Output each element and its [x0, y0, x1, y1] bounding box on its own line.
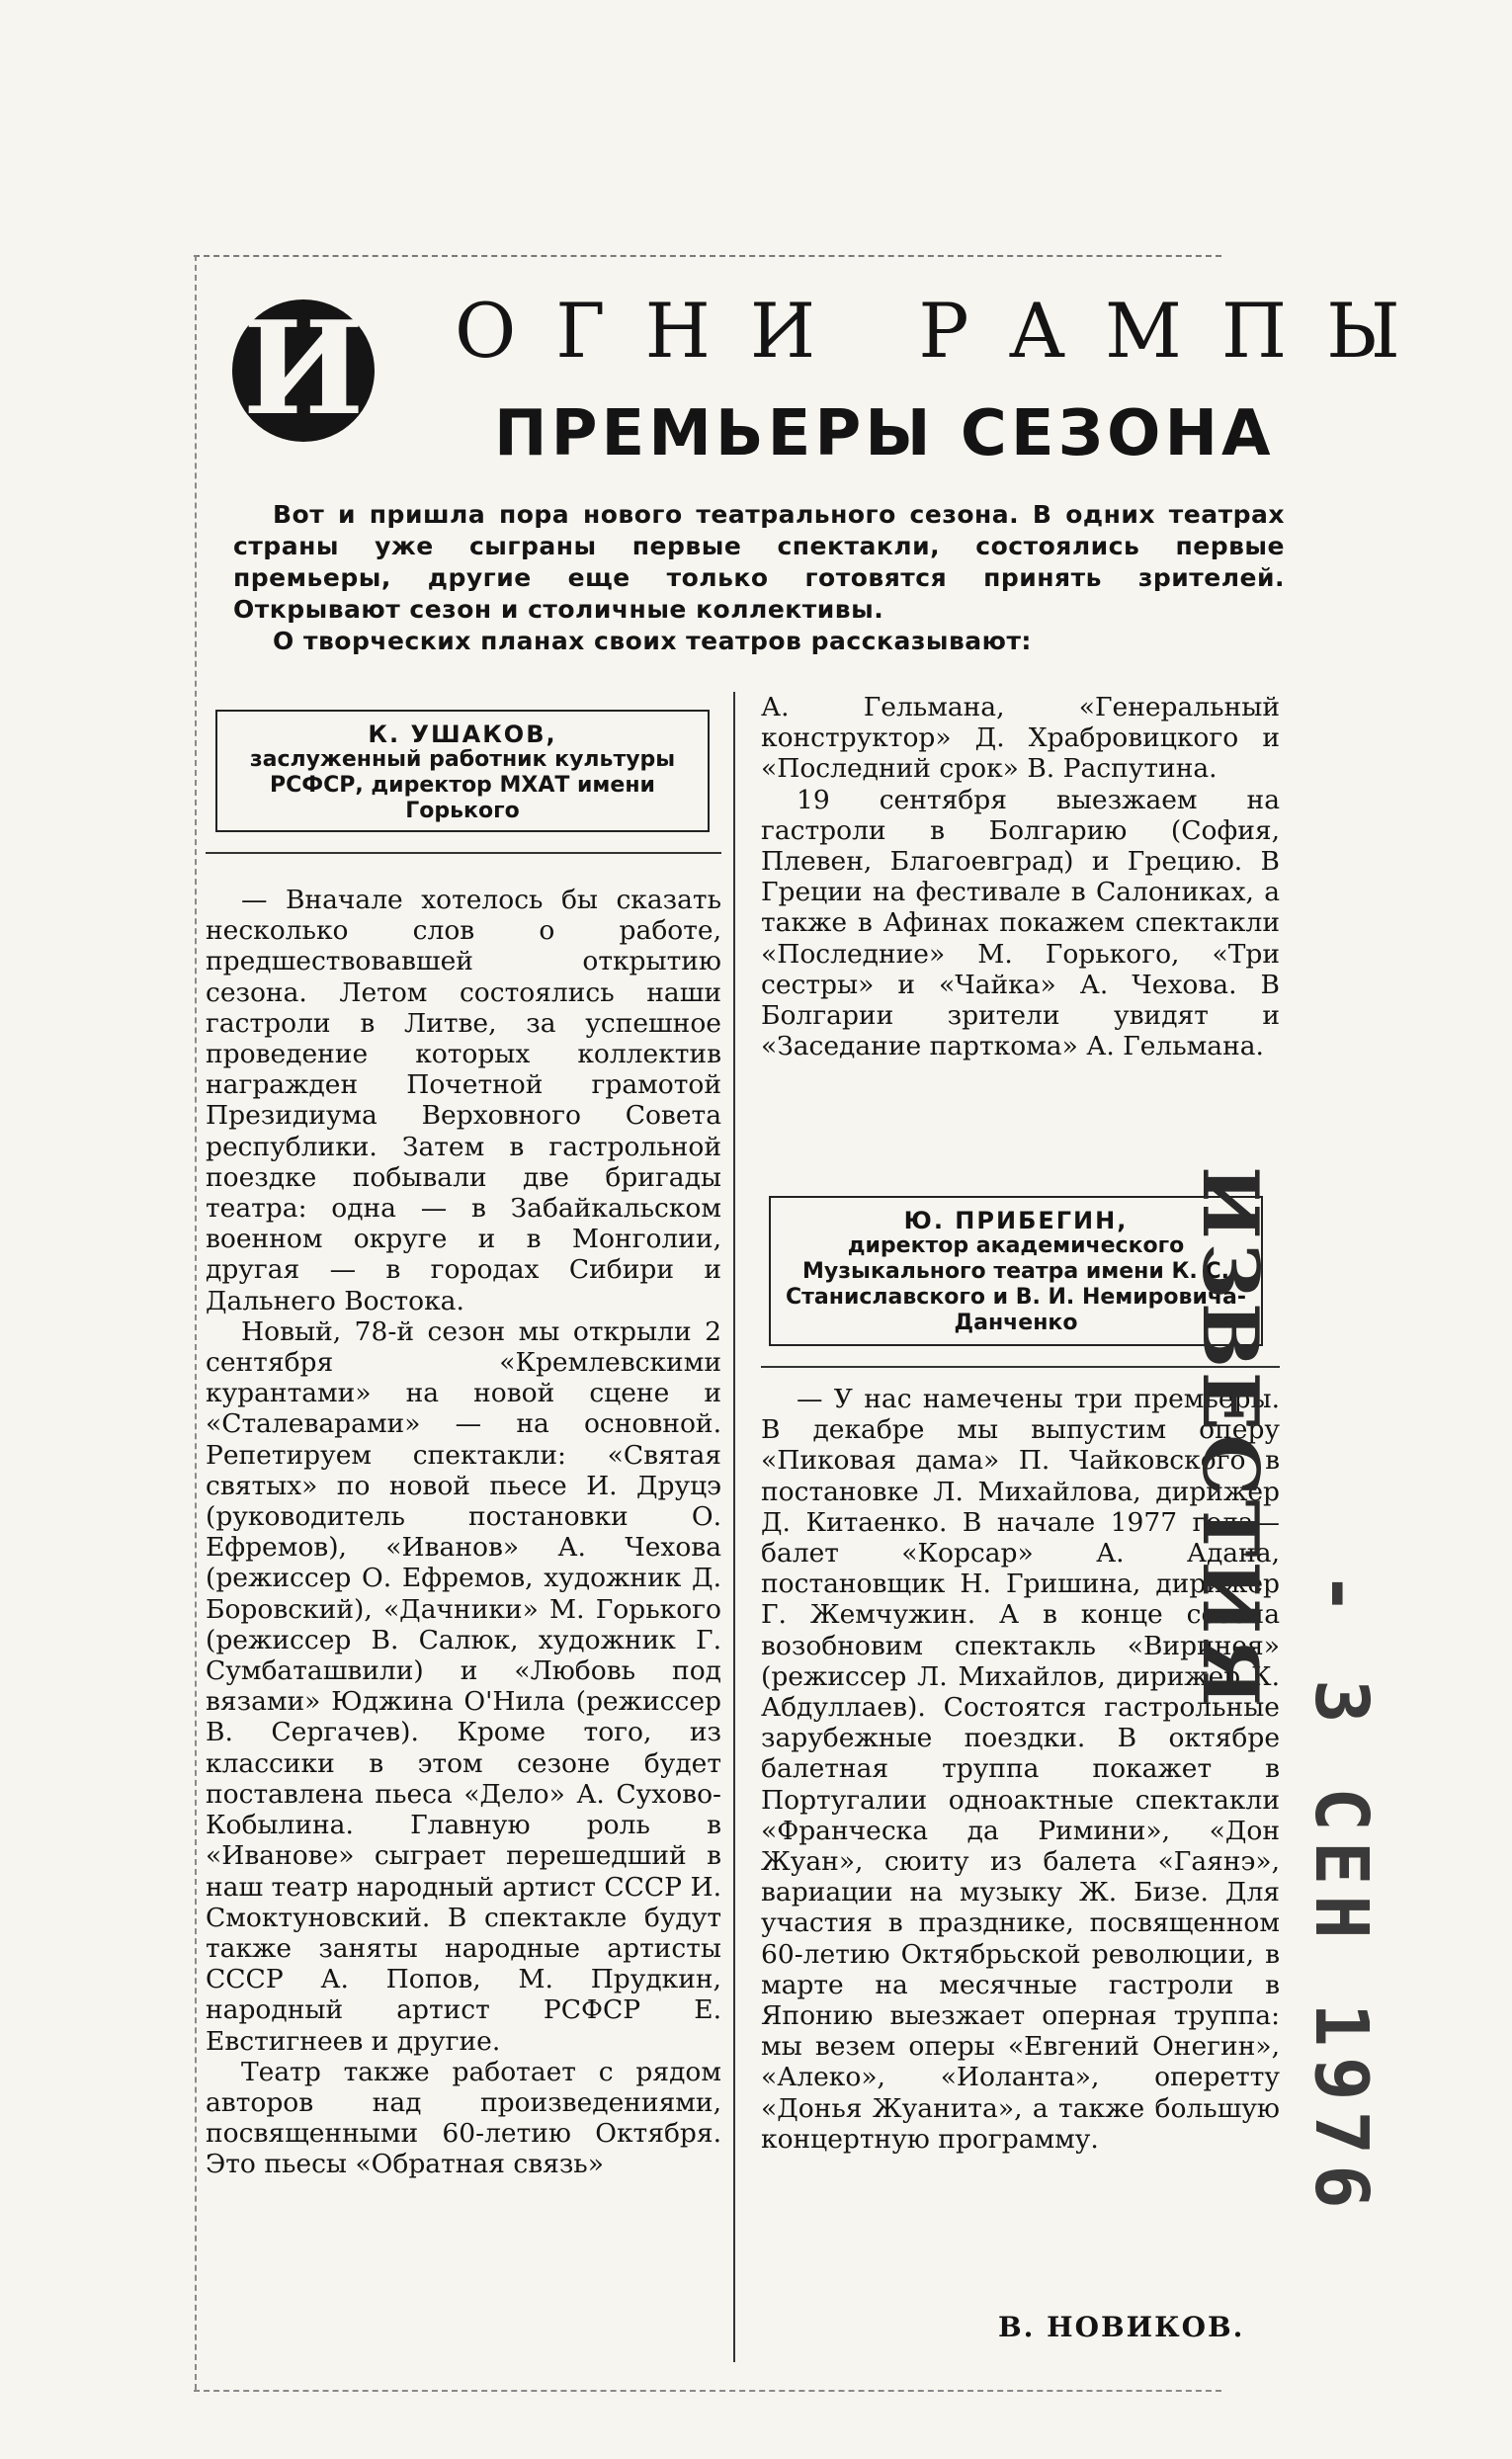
rubric-title: ОГНИ РАМПЫ [455, 287, 1440, 375]
paragraph: 19 сентября выезжаем на гастроли в Болгарию (София, Плевен, Благоевград) и Грецию. В Греции на фестивале в Салониках, а также в Афинах покажем спектакли «Последние» М. Горького, «Три сестры» и «Чайка» А. Чехова. В Болгарии зрители увидят и «Заседание парткома» А. Гельмана. [761, 784, 1280, 1062]
rubric-logo-icon [229, 297, 378, 445]
paragraph: — Вначале хотелось бы сказать несколько слов о работе, предшествовавшей открытию сезона. Летом состоялись наши гастроли в Литве, за успешное проведение которых коллектив награжден Почетной грамотой Президиума Верховного Совета республики. Затем в гастрольной поездке побывали две бригады театра: одна — в Забайкальском военном округе и в Монголии, другая — в городах Сибири и Дальнего Востока. [206, 885, 721, 1316]
lead-text: О творческих планах своих театров рассказывают: [273, 627, 1032, 655]
article-ushakov-continued [761, 692, 1280, 1061]
author-name: Ю. ПРИБЕГИН, [903, 1207, 1129, 1234]
lead-paragraph [233, 499, 1285, 657]
author-name: К. УШАКОВ, [368, 721, 557, 748]
paragraph: — У нас намечены три премьеры. В декабре мы выпустим оперу «Пиковая дама» П. Чайковского в постановке Л. Михайлова, дирижер Д. Китаенко. В начале 1977 года—балет «Корсар» А. Адана, постановщик Н. Гришина, дирижер Г. Жемчужин. А в конце сезона возобновим спектакль «Виринея» (режиссер Л. Михайлов, дирижер К. Абдуллаев). Состоятся гастрольные зарубежные поездки. В октябре балетная труппа покажет в Португалии одноактные спектакли «Франческа да Римини», «Дон Жуан», сюиту из балета «Гаянэ», вариации на музыку Ж. Бизе. Для участия в празднике, посвященном 60-летию Октябрьской революции, в марте на месячные гастроли в Японию выезжает оперная труппа: мы везем оперы «Евгений Онегин», «Алеко», «Иоланта», оперетту «Донья Жуанита», а также большую концертную программу. [761, 1384, 1280, 2155]
newspaper-stamp: ИЗВЕСТИЯ [1185, 1166, 1275, 1710]
lead-text: Вот и пришла пора нового театрального сезона. В одних театрах страны уже сыграны первые спектакли, состоялись первые премьеры, другие еще только готовятся принять зрителей. Открывают сезон и столичные коллективы. [233, 500, 1285, 624]
author-title: директор академического Музыкального театра имени К. С. Станиславского и В. И. Немировича-Данченко [786, 1233, 1246, 1335]
signature: В. НОВИКОВ. [998, 2311, 1245, 2343]
paragraph: Театр также работает с рядом авторов над произведениями, посвященными 60-летию Октября. Это пьесы «Обратная связь» [206, 2056, 721, 2180]
top-border [194, 255, 1221, 257]
date-stamp: - 3 СЕН 1976 [1299, 1571, 1384, 2219]
paragraph: Новый, 78-й сезон мы открыли 2 сентября «Кремлевскими курантами» на новой сцене и «Сталеварами» — на основной. Репетируем спектакли: «Святая святых» по новой пьесе И. Друцэ (руководитель постановки О. Ефремов), «Иванов» А. Чехова (режиссер О. Ефремов, художник Д. Боровский), «Дачники» М. Горького (режиссер В. Салюк, художник Г. Сумбаташвили) и «Любовь под вязами» Юджина О'Нила (режиссер В. Сергачев). Кроме того, из классики в этом сезоне будет поставлена пьеса «Дело» А. Сухово-Кобылина. Главную роль в «Иванове» сыграет перешедший в наш театр народный артист СССР И. Смоктуновский. В спектакле будут также заняты народные артисты СССР А. Попов, М. Прудкин, народный артист РСФСР Е. Евстигнеев и другие. [206, 1315, 721, 2057]
author-box-ushakov [215, 710, 710, 832]
divider [206, 852, 721, 854]
bottom-border [194, 2390, 1221, 2392]
paragraph: А. Гельмана, «Генеральный конструктор» Д. Храбровицкого и «Последний срок» В. Распутина. [761, 692, 1280, 785]
logo-letter: И [242, 297, 365, 444]
page-title: ПРЕМЬЕРЫ СЕЗОНА [494, 397, 1275, 470]
article-ushakov [206, 885, 721, 2180]
column-divider [733, 692, 735, 2362]
author-title: заслуженный работник культуры РСФСР, директор МХАТ имени Горького [249, 747, 676, 823]
left-border [195, 255, 197, 2390]
